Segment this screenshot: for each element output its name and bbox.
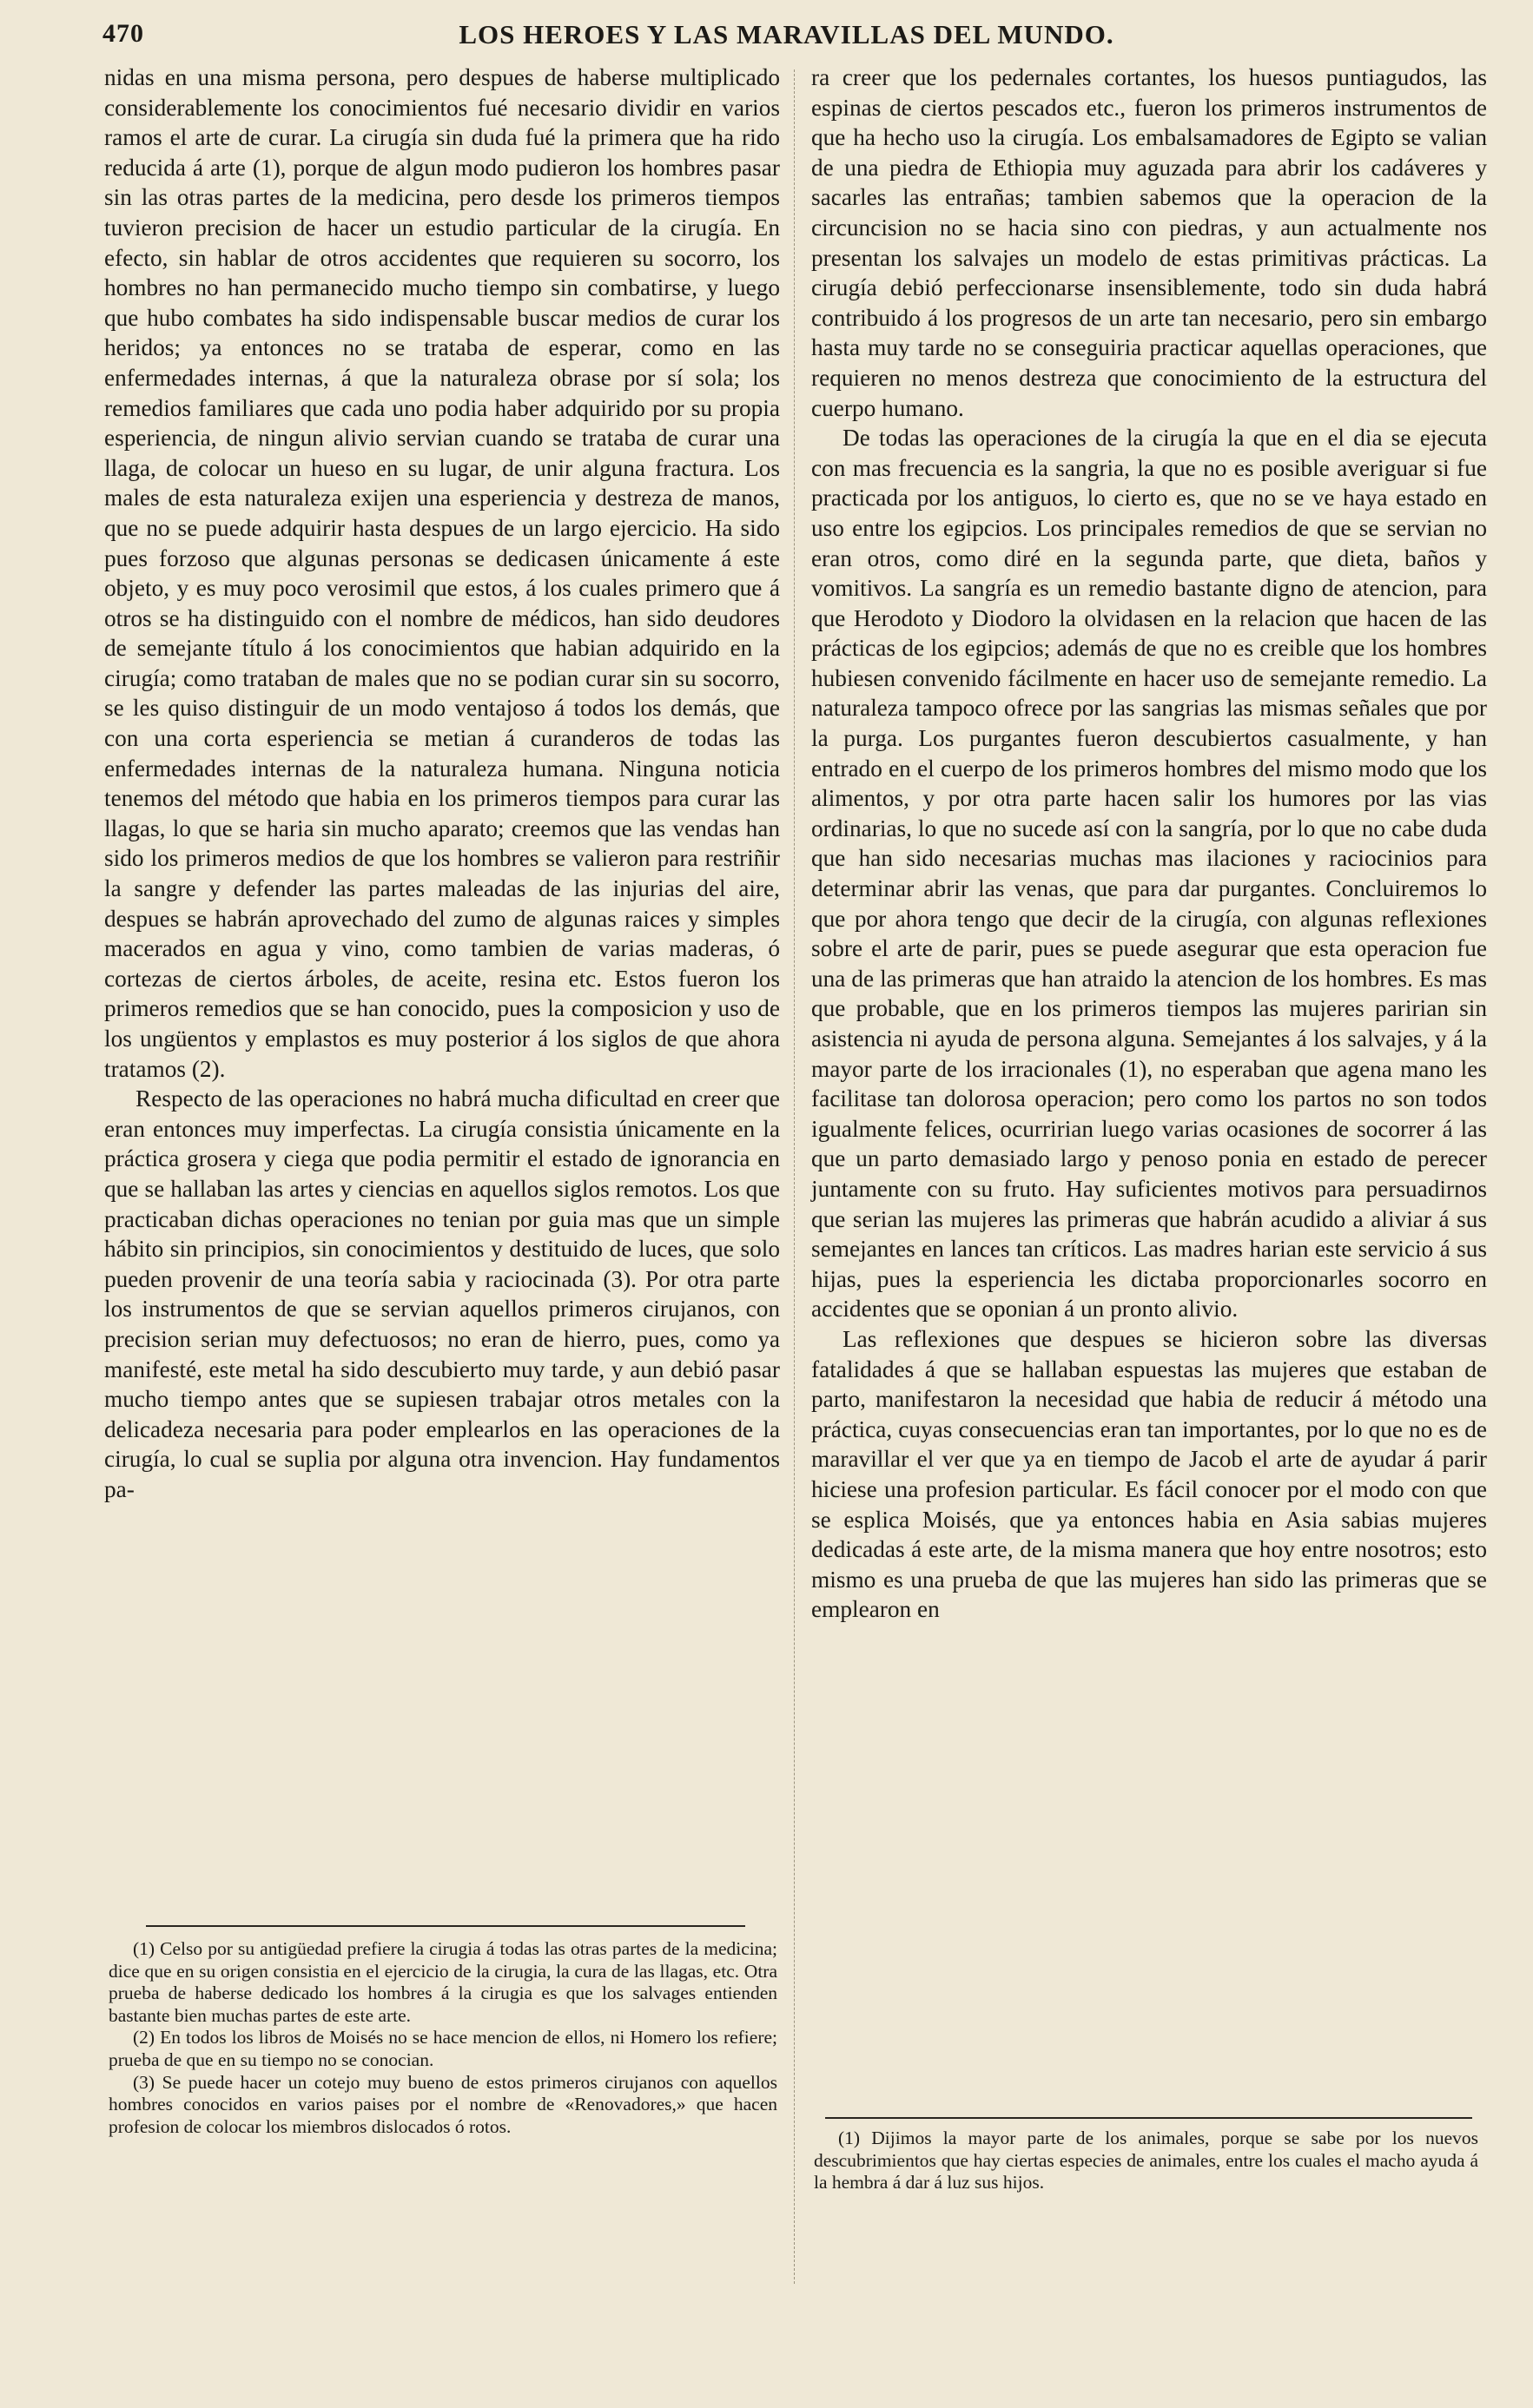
right-column bbox=[811, 63, 1487, 1625]
footnote-rule-left bbox=[146, 1925, 745, 1927]
footnotes-left bbox=[109, 1938, 777, 2138]
column-divider bbox=[794, 69, 795, 2284]
page-header bbox=[102, 16, 1470, 61]
paragraph: ra creer que los pedernales cortantes, los huesos puntiagudos, las espinas de ciertos pescados etc., fueron los primeros instrumentos de que ha hecho uso la cirugía. Los embalsamadores de Egipto se valian de una piedra de Ethiopia muy aguzada para abrir los cadáveres y sacarles las entrañas; tambien sabemos que la operacion de la circuncision no se hacia sino con piedras, y aun actualmente nos presentan los salvajes un modelo de estas primitivas prácticas. La cirugía debió perfeccionarse insensiblemente, todo sin duda habrá contribuido á los progresos de un arte tan necesario, pero sin embargo hasta muy tarde no se conseguiria practicar aquellas operaciones, que requieren no menos destreza que conocimiento de la estructura del cuerpo humano. bbox=[811, 64, 1487, 421]
paragraph: Respecto de las operaciones no habrá mucha dificultad en creer que eran entonces muy imperfectas. La cirugía consistia únicamente en la práctica grosera y ciega que podia permitir el estado de ignorancia en que se hallaban las artes y ciencias en aquellos siglos remotos. Los que practicaban dichas operaciones no tenian por guia mas que un simple hábito sin principios, sin conocimientos y destituido de luces, que solo pueden provenir de una teoría sabia y raciocinada (3). Por otra parte los instrumentos de que se servian aquellos primeros cirujanos, con precision serian muy defectuosos; no eran de hierro, pues, como ya manifesté, este metal ha sido descubierto muy tarde, y aun debió pasar mucho tiempo antes que se supiesen trabajar otros metales con la delicadeza necesaria para poder emplearlos en las operaciones de la cirugía, lo cual se suplia por alguna otra invencion. Hay fundamentos pa- bbox=[104, 1085, 780, 1502]
footnote-rule-right bbox=[825, 2117, 1472, 2119]
paragraph: Las reflexiones que despues se hicieron sobre las diversas fatalidades á que se hallaban espuestas las mujeres que estaban de parto, manifestaron la necesidad que habia de reducir á método una práctica, cuyas consecuencias eran tan importantes, por lo que no es de maravillar el ver que ya en tiempo de Jacob el arte de ayudar á parir hiciese una profesion particular. Es fácil conocer por el modo con que se esplica Moisés, que ya entonces habia en Asia sabias mujeres dedicadas á este arte, de la misma manera que hoy entre nosotros; esto mismo es una prueba de que las mujeres han sido las primeras que se emplearon en bbox=[811, 1325, 1487, 1623]
paragraph: nidas en una misma persona, pero despues de haberse multiplicado considerablemente los conocimientos fué necesario dividir en varios ramos el arte de curar. La cirugía sin duda fué la primera que ha rido reducida á arte (1), porque de algun modo pudieron los hombres pasar sin las otras partes de la medicina, pero desde los primeros tiempos tuvieron precision de hacer un estudio particular de la cirugía. En efecto, sin hablar de otros accidentes que requieren su socorro, los hombres no han permanecido mucho tiempo sin combatirse, y luego que hubo combates ha sido indispensable buscar medios de curar los heridos; ya entonces no se trataba de esperar, como en las enfermedades internas, á que la naturaleza obrase por sí sola; los remedios familiares que cada uno podia haber adquirido por su propia esperiencia, de ningun alivio servian cuando se trataba de curar una llaga, de colocar un hueso en su lugar, de unir alguna fractura. Los males de esta naturaleza exijen una esperiencia y destreza de manos, que no se puede adquirir hasta despues de un largo ejercicio. Ha sido pues forzoso que algunas personas se dedicasen únicamente á este objeto, y es muy poco verosimil que estos, á los cuales primero que á otros se ha distinguido con el nombre de médicos, han sido deudores de semejante título á los conocimientos que habian adquirido en la cirugía; como trataban de males que no se podian curar sin su socorro, se les quiso distinguir de un modo ventajoso á todos los demás, que con una corta esperiencia se metian á curanderos de todas las enfermedades internas de la naturaleza humana. Ninguna noticia tenemos del método que habia en los primeros tiempos para curar las llagas, lo que se haria sin mucho aparato; creemos que las vendas han sido los primeros medios de que los hombres se valieron para restriñir la sangre y defender las partes maleadas de las injurias del aire, despues se habrán aprovechado del zumo de algunas raices y simples macerados en agua y vino, como tambien de varias maderas, ó cortezas de ciertos árboles, de aceite, resina etc. Estos fueron los primeros remedios que se han conocido, pues la composicion y uso de los ungüentos y emplastos es muy posterior á los siglos de que ahora tratamos (2). bbox=[104, 64, 780, 1082]
footnote: (1) Celso por su antigüedad prefiere la cirugia á todas las otras partes de la medicina; dice que en su origen consistia en el ejercicio de la cirugia, la cura de las llagas, etc. Otra prueba de haberse dedicado los hombres á la cirugia es que los salvages entienden bastante bien muchas partes de este arte. bbox=[109, 1938, 777, 2026]
paragraph: De todas las operaciones de la cirugía la que en el dia se ejecuta con mas frecuencia es la sangria, la que no es posible averiguar si fue practicada por los antiguos, lo cierto es, que no se ve haya estado en uso entre los egipcios. Los principales remedios de que se servian no eran otros, como diré en la segunda parte, que dieta, baños y vomitivos. La sangría es un remedio bastante digno de atencion, para que Herodoto y Diodoro la olvidasen en la relacion que hacen de las prácticas de los egipcios; además de que no es creible que los hombres hubiesen convenido fácilmente en hacer uso de semejante remedio. La naturaleza tampoco ofrece por las sangrias las mismas señales que por la purga. Los purgantes fueron descubiertos casualmente, y han entrado en el cuerpo de los primeros hombres del mismo modo que los alimentos, y por otra parte hacen salir los humores por las vias ordinarias, lo que no sucede así con la sangría, por lo que no cabe duda que han sido necesarias muchas mas ilaciones y raciocinios para determinar abrir las venas, que para dar purgantes. Concluiremos lo que por ahora tengo que decir de la cirugía, con algunas reflexiones sobre el arte de parir, pues se puede asegurar que esta operacion fue una de las primeras que han atraido la atencion de los hombres. Es mas que probable, que en los primeros tiempos las mujeres paririan sin asistencia ni ayuda de persona alguna. Semejantes á los salvajes, y á la mayor parte de los irracionales (1), no esperaban que agena mano les facilitase tan dolorosa operacion; pero como los partos no son todos igualmente felices, ocurririan luego varias ocasiones de socorrer á las que un parto demasiado largo y penoso ponia en estado de perecer juntamente con su fruto. Hay suficientes motivos para persuadirnos que serian las mujeres las primeras que habrán acudido a aliviar á sus semejantes en lances tan críticos. Las madres harian este servicio á sus hijas, pues la esperiencia les dictaba proporcionarles socorro en accidentes que se oponian á un pronto alivio. bbox=[811, 425, 1487, 1323]
page-number: 470 bbox=[102, 19, 144, 48]
left-column bbox=[104, 63, 780, 1505]
footnote: (2) En todos los libros de Moisés no se hace mencion de ellos, ni Homero los refiere; prueba de que en su tiempo no se conocian. bbox=[109, 2027, 777, 2070]
running-head: LOS HEROES Y LAS MARAVILLAS DEL MUNDO. bbox=[459, 19, 1114, 49]
footnote: (3) Se puede hacer un cotejo muy bueno de estos primeros cirujanos con aquellos hombres conocidos en varios paises por el nombre de «Renovadores,» que hacen profesion de colocar los miembros dislocados ó rotos. bbox=[109, 2071, 777, 2137]
footnotes-right bbox=[814, 2128, 1478, 2194]
footnote: (1) Dijimos la mayor parte de los animales, porque se sabe por los nuevos descubrimientos que hay ciertas especies de animales, entre los cuales el macho ayuda á la hembra á dar á luz sus hijos. bbox=[814, 2128, 1478, 2194]
